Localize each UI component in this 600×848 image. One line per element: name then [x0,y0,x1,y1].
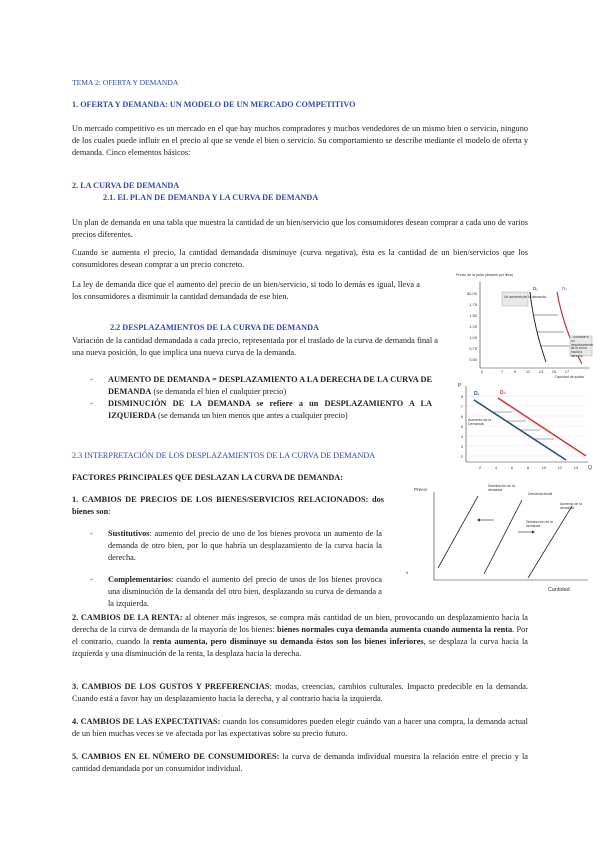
section-2-1-paragraph-1: Un plan de demanda en una tabla que muestra la cantidad de un bien/servicio que los consumidores desean comprar a cada uno de varios precios diferentes. [72,218,528,239]
fig1-note-2: ...conduce a un desplazamiento de la curva hacia la derecha [571,335,594,358]
fig2-x-tick: 2 [478,465,482,470]
fig1-y-tick: 1.25 [469,324,477,329]
fig2-y-label: P [458,383,462,389]
fig1-x-label: Cantidad de judías [554,375,584,379]
fig2-y-tick: 4 [460,434,463,439]
fig1-y-tick: $2.00 [466,291,477,296]
fig3-mid-curve [484,500,522,574]
fig1-x-tick: 0 [480,369,484,374]
fig2-x-tick: 8 [526,465,530,470]
fig2-x-tick: 14 [573,465,579,470]
fig2-d2-line [498,398,586,456]
fig2-d2-label: D₂ [500,390,506,396]
fig2-x-tick: 4 [494,465,498,470]
fig1-y-tick: 1.00 [469,335,477,340]
fig3-x-label: Cantidad [548,587,570,593]
fig2-d1-label: D₁ [474,391,480,397]
fig3-label-right: Aumento de la demanda [560,502,582,510]
section-2-2-paragraph: Variación de la cantidad demandada a cada precio, representada por el traslado de la curva de demanda final a una nueva posición, lo que implica una nueva curva de la demanda. [72,336,438,357]
fig1-y-label: Precio de la judía (dólares por libra) [456,273,513,277]
fig3-label-mid: Demanda inicial [528,492,553,496]
fig2-note: Aumento de la Demanda [468,418,492,427]
fig1-x-tick: 7 [500,369,504,374]
fig1-d1-label: D₁ [533,286,538,291]
factors-title: FACTORES PRINCIPALES QUE DESLAZAN LA CURVA DE DEMANDA: [72,473,343,482]
fig1-x-tick: 15 [551,369,557,374]
list-item: - AUMENTO DE DEMANDA = DESPLAZAMIENTO A LA DERECHA DE LA CURVA DE DEMANDA (se demanda el bien el cualquier precio) [90,375,432,396]
fig1-x-tick: 11 [525,369,531,374]
list-item: - Complementarios: cuando el aumento del precio de unos de los bienes provoca una disminución de la demanda del otro bien, desplazando su curva de demanda a la izquierda. [90,575,382,608]
fig3-left-curve [438,496,478,568]
fig1-y-tick: 1.75 [469,302,477,307]
section-2-title: 2. LA CURVA DE DEMANDA [72,181,180,190]
factor-2-paragraph: 2. CAMBIOS DE LA RENTA: al obtener más ingresos, se compra más cantidad de un bien, provocando un desplazamiento hacia la derecha de la curva de demanda de la mayoría de los bienes: bienes normales cuya demanda aumenta cuando aumenta la renta. Por el contrario, cuando la renta aumenta, pero disminuye su demanda éstos son los bienes inferiores, se desplaza la curva hacia la izquierda y una disminución de la renta, la desplaza hacia la derecha. [72,613,528,658]
fig2-x-tick: 10 [541,465,547,470]
section-2-1-paragraph-2: Cuando se aumenta el precio, la cantidad demandada disminuye (curva negativa), ésta es la cantidad de un bien/servicios que los consumidores desean comprar a un precio concreto. [72,248,528,269]
fig2-y-tick: 7 [460,404,463,409]
factor-3-paragraph: 3. CAMBIOS DE LOS GUSTOS Y PREFERENCIAS: modas, creencias, cambios culturales. Impacto predecible en la demanda. Cuando está a favor hay un desplazamiento hacia la derecha, y al contrario hacia la izquierda. [72,682,528,703]
factor-4-paragraph: 4. CAMBIOS DE LAS EXPECTATIVAS: cuando los consumidores pueden elegir cuándo van a hacer una compra, la demanda actual de un bien muchas veces se ve afectada por las expectativas sobre su precio futuro. [72,717,528,738]
fig3-y-label: Precio [414,487,428,492]
section-1-title: 1. OFERTA Y DEMANDA: UN MODELO DE UN MERCADO COMPETITIVO [72,100,356,109]
fig1-x-tick: 17 [564,369,570,374]
fig2-x-tick: 12 [557,465,563,470]
linear-demand-shift-figure [454,380,594,478]
fig2-y-tick: 3 [460,444,463,449]
fig1-y-tick: 0.50 [469,357,477,362]
section-2-3-title: 2.3 INTERPRETACIÓN DE LOS DESPLAZAMIENTOS DE LA CURVA DE DEMANDA [72,451,376,460]
topic-title: TEMA 2: OFERTA Y DEMANDA [72,78,179,87]
fig2-x-label: Q [588,465,592,471]
demand-curves-figure [398,482,594,594]
fig1-x-tick: 13 [538,369,544,374]
fig1-d2-label: D₂ [562,286,567,291]
list-item: - DISMINUCIÓN DE LA DEMANDA se refiere a un DESPLAZAMIENTO A LA IZQUIERDA (se demanda un bien menos que antes a cualquier precio) [90,399,432,420]
fig3-label-left: Disminución de la demanda [488,484,515,492]
demand-shift-figure [422,270,594,378]
fig3-right-curve [528,506,572,578]
shift-bullet-list [90,374,432,422]
fig2-y-tick: 8 [460,394,463,399]
section-1-paragraph: Un mercado competitivo es un mercado en el que hay muchos compradores y muchos vendedores de un mismo bien o servicio, ninguno de los cuales puede influir en el precio al que se vende el bien o servicio. Su comportamiento se describe mediante el modelo de oferta y demanda. Cinco elementos básicos: [72,124,528,157]
fig2-x-tick: 6 [510,465,514,470]
section-2-1-paragraph-3: La ley de demanda dice que el aumento del precio de un bien/servicio, si todo lo demás es igual, lleva a los consumidores a disminuir la cantidad demandada de ese bien. [72,280,420,301]
factor-1-list [90,528,382,610]
section-2-2-title: 2.2 DESPLAZAMIENTOS DE LA CURVA DE DEMANDA [110,323,319,332]
fig1-y-tick: 0.75 [469,346,477,351]
factor-1-title: 1. CAMBIOS DE PRECIOS DE LOS BIENES/SERVICIOS RELACIONADOS: dos bienes son: [72,495,384,516]
fig3-label-low: Disminución de la demanda [526,520,553,528]
factor-5-paragraph: 5. CAMBIOS EN EL NÚMERO DE CONSUMIDORES: la curva de demanda individual muestra la relación entre el precio y la cantidad demandada por un consumidor individual. [72,752,528,773]
section-2-1-title: 2.1. EL PLAN DE DEMANDA Y LA CURVA DE DEMANDA [103,193,319,202]
list-item: - Sustitutivos: aumento del precio de uno de los bienes provoca un aumento de la demanda de otro bien, por lo que habría un desplazamiento de la curva hacia la derecha. [90,529,382,562]
fig1-d1-curve [530,292,546,362]
fig2-y-tick: 6 [460,414,463,419]
fig2-y-tick: 2 [460,454,463,459]
svg-text:0: 0 [406,570,409,575]
fig1-y-tick: 1.50 [469,313,477,318]
fig2-y-tick: 5 [460,424,463,429]
fig1-x-tick: 9 [513,369,517,374]
fig1-note-1: Un aumento de la demanda... [504,295,549,299]
